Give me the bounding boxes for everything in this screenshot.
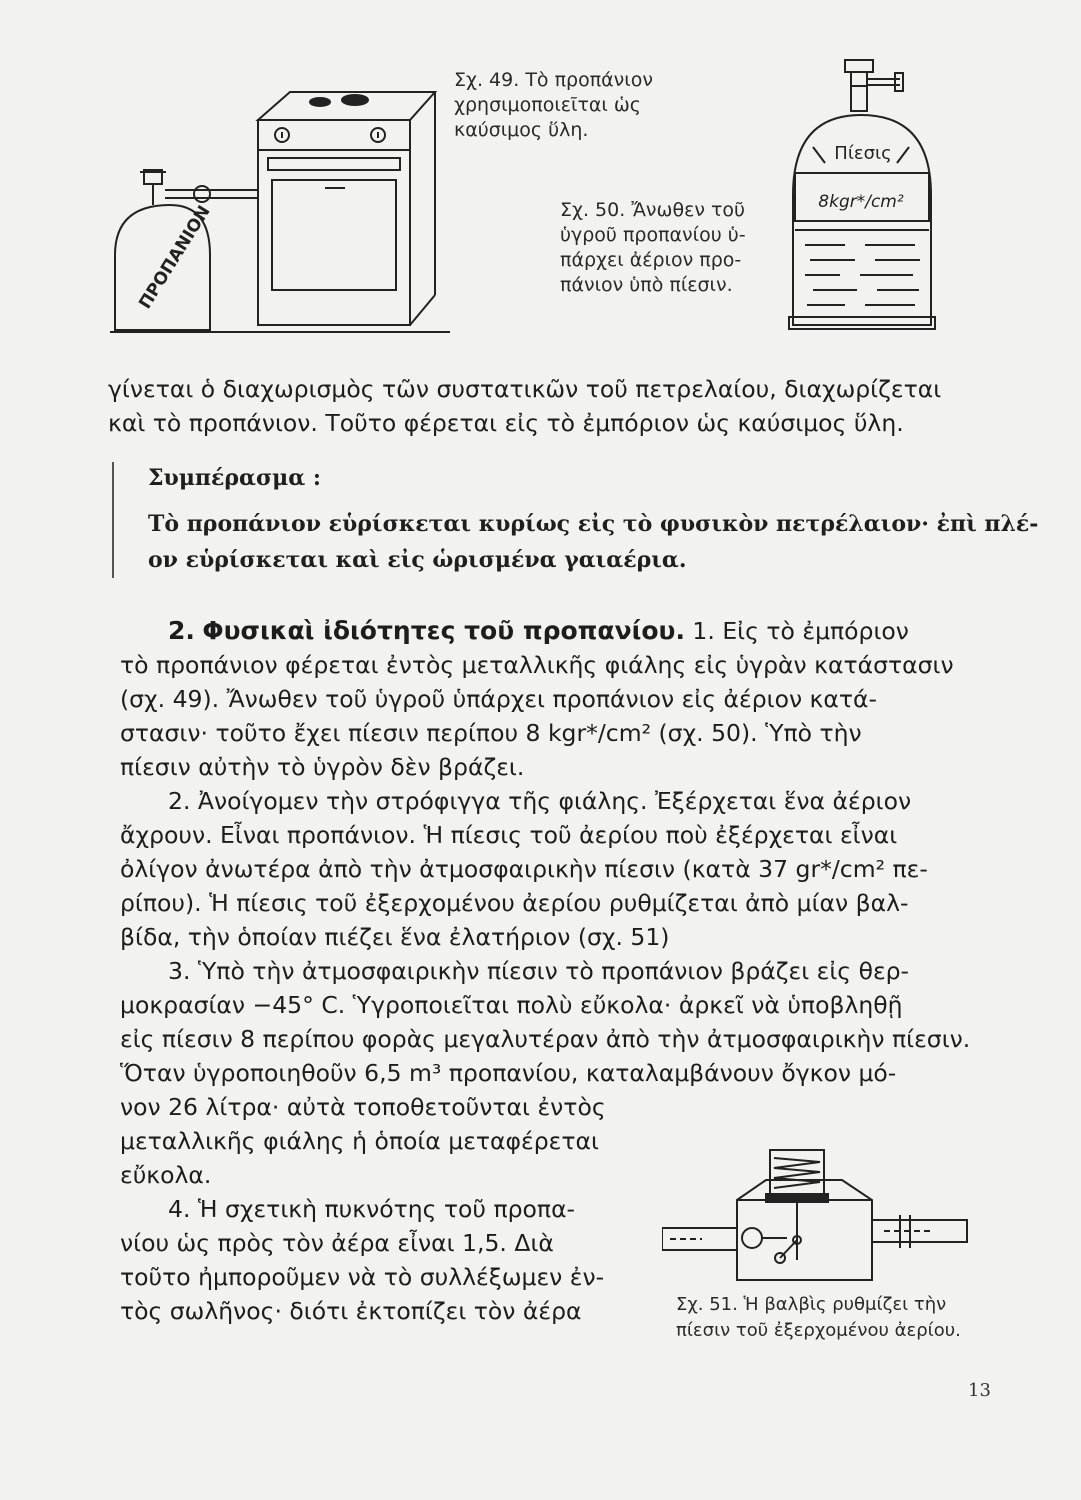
text-line: τοῦτο ἠμποροῦμεν νὰ τὸ συλλέξωμεν ἐν- <box>120 1263 605 1291</box>
stove-illustration <box>110 80 450 340</box>
text-line: τὸς σωλῆνος· διότι ἐκτοπίζει τὸν ἀέρα <box>120 1297 582 1325</box>
figure-49-caption <box>454 68 653 143</box>
text-line: Ὅταν ὑγροποιηθοῦν 6,5 m³ προπανίου, καταλαμβάνουν ὄγκον μό- <box>120 1059 897 1087</box>
text-line: 3. Ὑπὸ τὴν ἀτμοσφαιρικὴν πίεσιν τὸ προπάνιον βράζει εἰς θερ- <box>168 957 910 985</box>
conclusion-line: ον εὑρίσκεται καὶ εἰς ὡρισμένα γαιαέρια. <box>148 547 687 573</box>
caption-line: πίεσιν τοῦ ἐξερχομένου ἀερίου. <box>676 1320 961 1341</box>
caption-line: καύσιμος ὕλη. <box>454 119 589 141</box>
valve-illustration <box>662 1140 972 1290</box>
caption-line: πάνιον ὑπὸ πίεσιν. <box>560 274 733 296</box>
section-first-line-rest: 1. Εἰς τὸ ἐμπόριον <box>692 617 909 645</box>
text-line: νον 26 λίτρα· αὐτὰ τοποθετοῦνται ἐντὸς <box>120 1093 606 1121</box>
text-line: εὔκολα. <box>120 1161 212 1189</box>
bottle-label: ΠΡΟΠΑΝΙΟΝ <box>135 202 215 313</box>
text-line: ἄχρουν. Εἶναι προπάνιον. Ἡ πίεσις τοῦ ἀερίου ποὺ ἐξέρχεται εἶναι <box>120 821 898 849</box>
figure-50 <box>785 55 965 335</box>
pressure-bottle-illustration <box>785 55 965 335</box>
text-line: εἰς πίεσιν 8 περίπου φορὰς μεγαλυτέραν ἀπὸ τὴν ἀτμοσφαιρικὴν πίεσιν. <box>120 1025 971 1053</box>
text-line: ρίπου). Ἡ πίεσις τοῦ ἐξερχομένου ἀερίου ρυθμίζεται ἀπὸ μίαν βαλ- <box>120 889 909 917</box>
caption-line: χρησιμοποιεῖται ὡς <box>454 94 641 116</box>
pressure-value-label: 8kgr*/cm² <box>818 192 904 212</box>
text-line: βίδα, τὴν ὁποίαν πιέζει ἕνα ἐλατήριον (σχ. 51) <box>120 923 670 951</box>
text-line: 4. Ἡ σχετικὴ πυκνότης τοῦ προπα- <box>168 1195 576 1223</box>
caption-line: Σχ. 50. Ἄνωθεν τοῦ <box>560 199 746 221</box>
section-heading-line <box>120 614 970 648</box>
caption-line: πάρχει ἀέριον προ- <box>560 249 742 271</box>
conclusion-title: Συμπέρασμα : <box>148 465 321 491</box>
figure-49 <box>110 80 450 340</box>
pressure-title-label: Πίεσις <box>834 143 892 164</box>
section-number: 2. <box>168 616 195 645</box>
text-line: νίου ὡς πρὸς τὸν ἀέρα εἶναι 1,5. Διὰ <box>120 1229 554 1257</box>
text-line: τὸ προπάνιον φέρεται ἐντὸς μεταλλικῆς φιάλης εἰς ὑγρὰν κατάστασιν <box>120 651 954 679</box>
text-line: γίνεται ὁ διαχωρισμὸς τῶν συστατικῶν τοῦ πετρελαίου, διαχωρίζεται <box>108 375 942 403</box>
text-line: καὶ τὸ προπάνιον. Τοῦτο φέρεται εἰς τὸ ἐμπόριον ὡς καύσιμος ὕλη. <box>108 409 904 437</box>
intro-paragraph <box>108 372 941 440</box>
text-line: στασιν· τοῦτο ἔχει πίεσιν περίπου 8 kgr*/cm² (σχ. 50). Ὑπὸ τὴν <box>120 719 862 747</box>
conclusion-box <box>112 462 1039 578</box>
text-line: (σχ. 49). Ἄνωθεν τοῦ ὑγροῦ ὑπάρχει προπάνιον εἰς ἀέριον κατά- <box>120 685 878 713</box>
text-line: μοκρασίαν −45° C. Ὑγροποιεῖται πολὺ εὔκολα· ἀρκεῖ νὰ ὑποβληθῇ <box>120 991 903 1019</box>
text-line: πίεσιν αὐτὴν τὸ ὑγρὸν δὲν βράζει. <box>120 753 525 781</box>
caption-line: ὑγροῦ προπανίου ὑ- <box>560 224 746 246</box>
conclusion-line: Τὸ προπάνιον εὑρίσκεται κυρίως εἰς τὸ φυσικὸν πετρέλαιον· ἐπὶ πλέ- <box>148 511 1039 537</box>
text-line: 2. Ἀνοίγομεν τὴν στρόφιγγα τῆς φιάλης. Ἐξέρχεται ἕνα ἀέριον <box>168 787 912 815</box>
figure-51-caption <box>676 1292 961 1344</box>
caption-line: Σχ. 49. Τὸ προπάνιον <box>454 69 653 91</box>
figure-50-caption <box>560 198 746 298</box>
text-line: μεταλλικῆς φιάλης ἡ ὁποία μεταφέρεται <box>120 1127 599 1155</box>
page-number: 13 <box>968 1380 991 1401</box>
section-title: Φυσικαὶ ἰδιότητες τοῦ προπανίου. <box>202 616 685 645</box>
figure-51 <box>662 1140 972 1290</box>
text-line: ὀλίγον ἀνωτέρα ἀπὸ τὴν ἀτμοσφαιρικὴν πίεσιν (κατὰ 37 gr*/cm² πε- <box>120 855 928 883</box>
caption-line: Σχ. 51. Ἡ βαλβὶς ρυθμίζει τὴν <box>676 1294 947 1315</box>
